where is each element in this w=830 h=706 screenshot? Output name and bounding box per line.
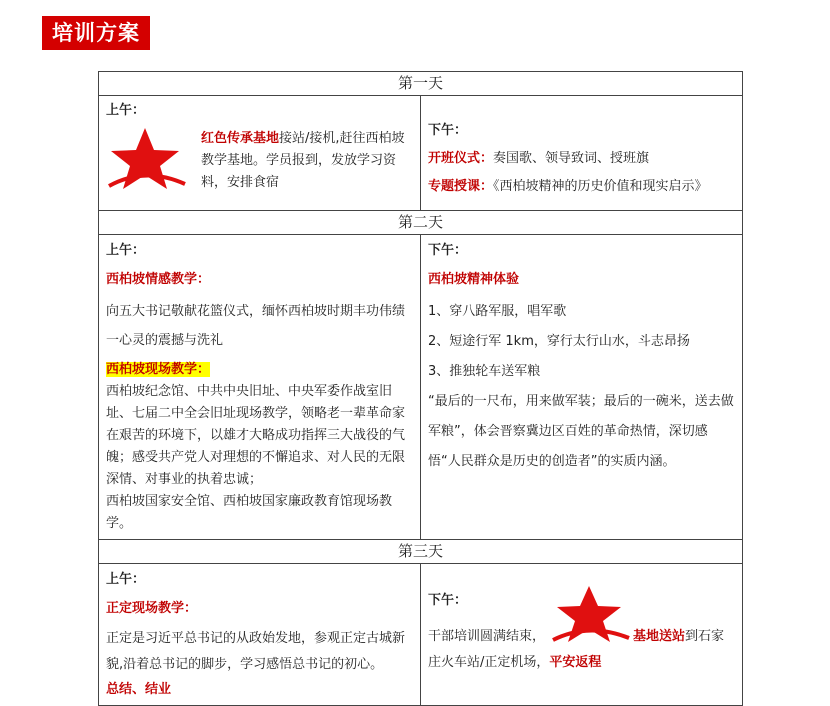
lecture-item xyxy=(428,176,735,198)
onsite-teaching-title: 西柏坡现场教学： xyxy=(106,362,211,377)
opening-ceremony-item xyxy=(428,148,735,170)
safe-return-text: 平安返程 xyxy=(549,655,602,670)
opening-ceremony-title: 开班仪式： xyxy=(428,151,494,166)
emotional-teaching-title: 西柏坡情感教学： xyxy=(106,272,211,287)
day-2-afternoon-cell xyxy=(421,235,743,540)
red-star-icon xyxy=(105,126,187,192)
day-1-header: 第一天 xyxy=(99,72,743,96)
day-1-morning-cell xyxy=(99,96,421,211)
training-schedule-table xyxy=(98,71,743,706)
lecture-text: 《西柏坡精神的历史价值和现实启示》 xyxy=(493,179,708,194)
experience-list xyxy=(428,297,735,387)
morning-label: 上午： xyxy=(106,572,146,587)
page-title: 培训方案 xyxy=(42,16,150,50)
afternoon-label: 下午： xyxy=(428,593,468,608)
morning-label: 上午： xyxy=(106,103,146,118)
afternoon-label: 下午： xyxy=(428,123,468,138)
day-2-header: 第二天 xyxy=(99,211,743,235)
departure-text xyxy=(428,624,734,676)
morning-arrival-text: 接站/接机,赶往西柏坡教学基地。学员报到，发放学习资料，安排食宿 xyxy=(201,131,405,190)
day-2-morning-cell xyxy=(99,235,421,540)
onsite-teaching-text: 西柏坡纪念馆、中共中央旧址、中央军委作战室旧址、七届二中全会旧址现场教学，领略老一辈革命家在艰苦的环境下，以雄才大略成功指挥三大战役的气魄；感受共产党人对理想的不懈追求、对人民的无限深情、对事业的执着忠诚； xyxy=(106,384,406,487)
training-end-text: 干部培训圆满结束， xyxy=(428,629,546,644)
opening-ceremony-text: 奏国歌、领导致词、授班旗 xyxy=(493,151,650,166)
day-1-row xyxy=(99,96,743,211)
emotional-teaching-text: 向五大书记敬献花篮仪式，缅怀西柏坡时期丰功伟绩一心灵的震撼与洗礼 xyxy=(106,304,406,348)
lecture-title: 专题授课： xyxy=(428,179,494,194)
onsite-teaching-text-2: 西柏坡国家安全馆、西柏坡国家廉政教育馆现场教学。 xyxy=(106,494,393,531)
day-3-header: 第三天 xyxy=(99,540,743,564)
zhengding-teaching-text: 正定是习近平总书记的从政始发地，参观正定古城新貌,沿着总书记的脚步，学习感悟总书记的初心。 xyxy=(106,631,406,672)
day-1-afternoon-cell xyxy=(421,96,743,211)
red-heritage-base-text: 红色传承基地 xyxy=(201,131,280,146)
day-header-row xyxy=(99,211,743,235)
day-3-row xyxy=(99,564,743,706)
day-2-row xyxy=(99,235,743,540)
zhengding-teaching-title: 正定现场教学： xyxy=(106,601,198,616)
closing-title: 总结、结业 xyxy=(106,682,172,697)
day-header-row xyxy=(99,72,743,96)
list-item: 3、推独轮车送军粮 xyxy=(428,364,541,379)
morning-label: 上午： xyxy=(106,243,146,258)
day-header-row xyxy=(99,540,743,564)
station-airport-text: 到石家庄火车站/正定机场， xyxy=(428,629,725,670)
list-item: 2、短途行军 1km，穿行太行山水，斗志昂扬 xyxy=(428,334,690,349)
spirit-experience-title: 西柏坡精神体验 xyxy=(428,272,520,287)
base-shuttle-text: 基地送站 xyxy=(633,629,686,644)
day-3-morning-cell xyxy=(99,564,421,706)
afternoon-label: 下午： xyxy=(428,243,468,258)
day-3-afternoon-cell xyxy=(421,564,743,706)
list-item: 1、穿八路军服，唱军歌 xyxy=(428,304,567,319)
experience-quote: “最后的一尺布，用来做军装；最后的一碗米，送去做军粮”，体会晋察冀边区百姓的革命热情，深切感悟“人民群众是历史的创造者”的实质内涵。 xyxy=(428,394,734,469)
